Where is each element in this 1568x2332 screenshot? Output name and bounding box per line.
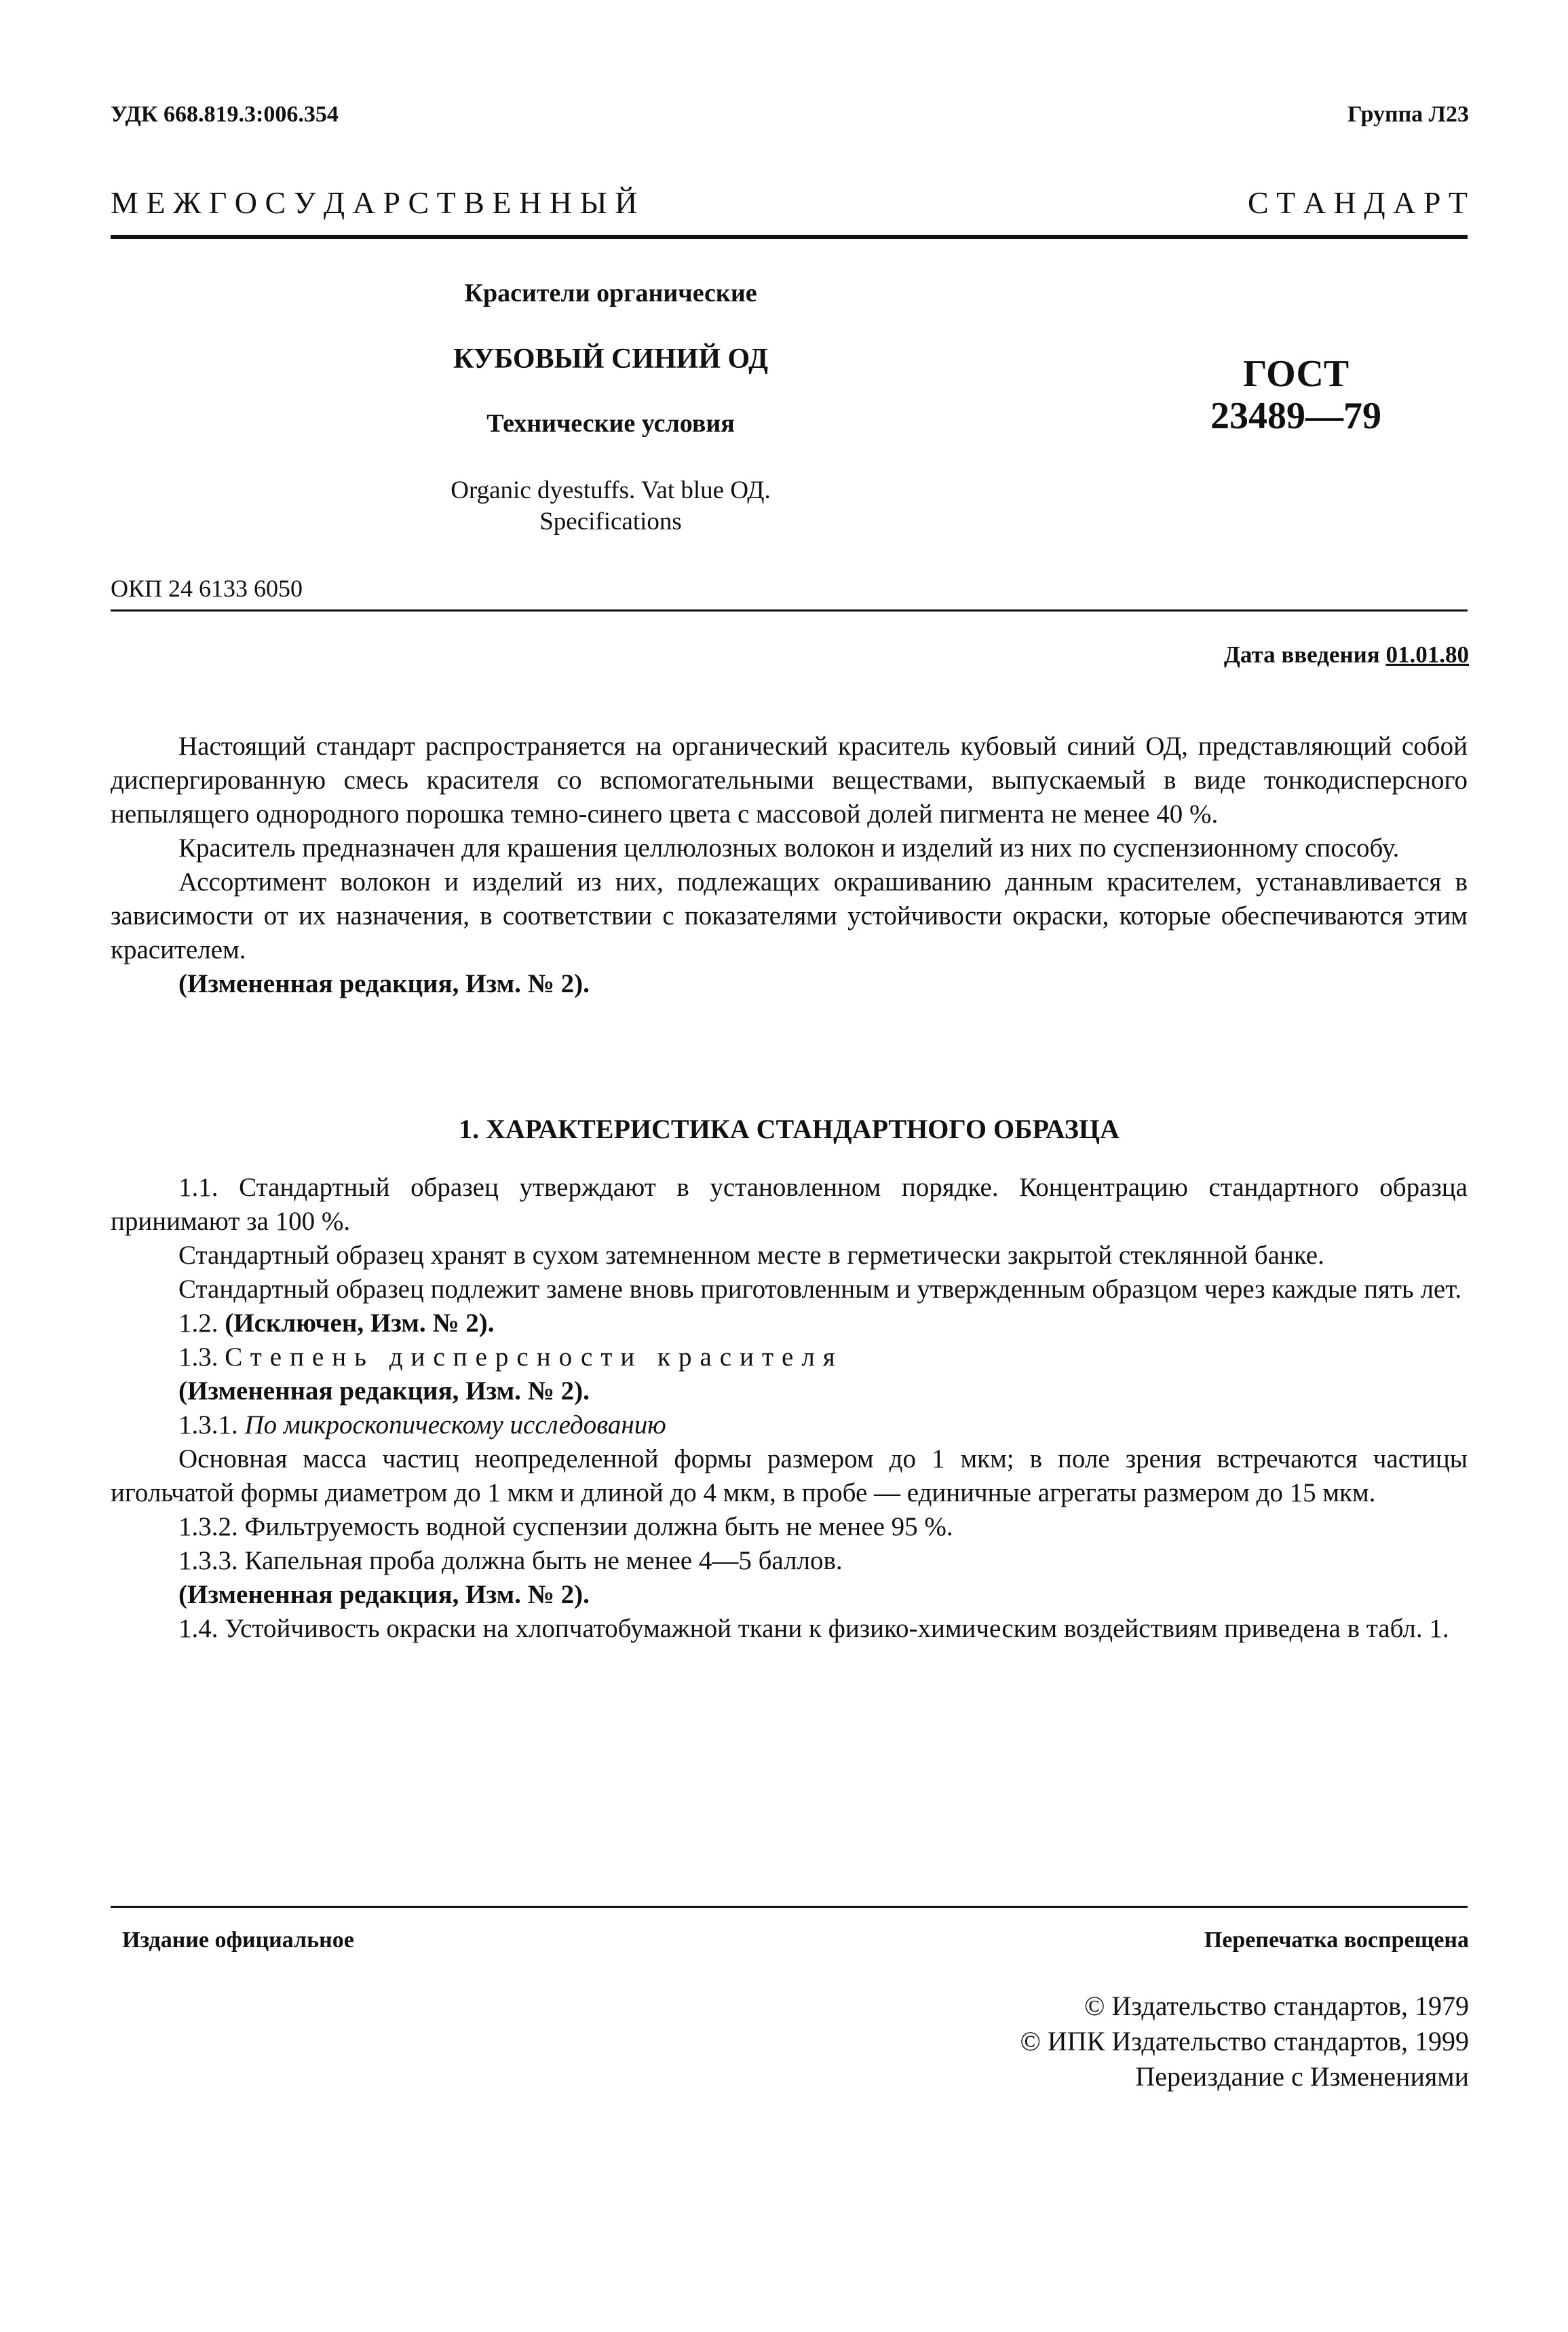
copyright-block [1020, 1989, 1469, 2094]
clause-1-3-2: 1.3.2. Фильтруемость водной суспензии должна быть не менее 95 %. [178, 1512, 953, 1541]
clause-1-3-1-body: Основная масса частиц неопределенной формы размером до 1 мкм; в поле зрения встречаются частицы игольчатой формы диаметром до 1 мкм и длиной до 4 мкм, в пробе — единичные агрегаты размером до 15 мкм. [111, 1444, 1468, 1507]
introduction-date-label: Дата введения [1223, 641, 1386, 668]
clause-1-3-1-number: 1.3.1. [178, 1410, 245, 1440]
header-rule [111, 235, 1468, 239]
banner-word-standard: С Т А Н Д А Р Т [1248, 185, 1468, 220]
clause-1-2-text: (Исключен, Изм. № 2). [225, 1309, 495, 1338]
copyright-line-1: © Издательство стандартов, 1979 [1084, 1991, 1469, 2021]
gost-label: ГОСТ [1242, 353, 1350, 395]
clause-1-3-text: Степень дисперсности красителя [225, 1342, 843, 1372]
intro-paragraph-3: Ассортимент волокон и изделий из них, подлежащих окрашиванию данным красителем, устанавливается в зависимости от их назначения, в соответствии с показателями устойчивости окраски, которые обеспечиваются этим красителем. [111, 867, 1468, 964]
clause-1-3-3-amendment: (Измененная редакция, Изм. № 2). [178, 1580, 590, 1609]
section-1-text [111, 1171, 1468, 1646]
gost-number-block [1167, 353, 1425, 437]
clause-1-1-replacement: Стандартный образец подлежит замене вновь приготовленным и утвержденным образцом через каждые пять лет. [178, 1275, 1462, 1304]
copyright-line-2: © ИПК Издательство стандартов, 1999 [1020, 2026, 1469, 2056]
clause-1-2-number: 1.2. [178, 1309, 225, 1338]
clause-1-1: 1.1. Стандартный образец утверждают в установленном порядке. Концентрацию стандартного образца принимают за 100 %. [111, 1173, 1468, 1236]
title-category: Красители органические [464, 279, 757, 307]
title-english-line1: Organic dyestuffs. Vat blue ОД. [451, 476, 771, 504]
title-product: КУБОВЫЙ СИНИЙ ОД [453, 343, 768, 375]
title-english-line2: Specifications [539, 508, 682, 535]
section-1-title: 1. ХАРАКТЕРИСТИКА СТАНДАРТНОГО ОБРАЗЦА [459, 1114, 1120, 1144]
intro-amendment-note: (Измененная редакция, Изм. № 2). [178, 969, 590, 998]
reissue-note: Переиздание с Изменениями [1135, 2061, 1469, 2092]
gost-number: 23489—79 [1210, 395, 1381, 437]
clause-1-4: 1.4. Устойчивость окраски на хлопчатобумажной ткани к физико-химическим воздействиям приведена в табл. 1. [178, 1614, 1449, 1643]
introduction-date-value: 01.01.80 [1385, 641, 1469, 668]
footer-rule [111, 1906, 1468, 1908]
clause-1-1-storage: Стандартный образец хранят в сухом затемненном месте в герметически закрытой стеклянной банке. [178, 1241, 1324, 1270]
okp-rule [111, 609, 1468, 612]
banner-word-interstate: М Е Ж Г О С У Д А Р С Т В Е Н Н Ы Й [111, 185, 638, 220]
clause-1-3-number: 1.3. [178, 1342, 225, 1372]
clause-1-2 [111, 1306, 1468, 1340]
clause-1-3-amendment: (Измененная редакция, Изм. № 2). [178, 1376, 590, 1406]
introduction-date [1224, 641, 1469, 669]
title-subtitle: Технические условия [486, 409, 735, 438]
footer-reprint-prohibited: Перепечатка воспрещена [1204, 1927, 1469, 1953]
clause-1-3 [111, 1340, 1468, 1374]
clause-1-3-3: 1.3.3. Капельная проба должна быть не менее 4—5 баллов. [178, 1546, 843, 1575]
group-code: Группа Л23 [1347, 102, 1469, 127]
intro-paragraph-2: Краситель предназначен для крашения целлюлозных волокон и изделий из них по суспензионному способу. [178, 833, 1400, 863]
intro-text [111, 730, 1468, 1001]
standard-banner [111, 185, 1468, 221]
clause-1-3-1 [111, 1408, 1468, 1442]
title-english [339, 475, 882, 538]
intro-paragraph-1: Настоящий стандарт распространяется на органический краситель кубовый синий ОД, представляющий собой диспергированную смесь красителя со вспомогательными веществами, выпускаемый в виде тонкодисперсного непылящего однородного порошка темно-синего цвета с массовой долей пигмента не менее 40 %. [111, 732, 1468, 829]
udk-code: УДК 668.819.3:006.354 [111, 102, 339, 127]
footer-official-edition: Издание официальное [122, 1927, 354, 1953]
okp-code: ОКП 24 6133 6050 [111, 575, 303, 602]
clause-1-3-1-text: По микроскопическому исследованию [244, 1410, 666, 1440]
